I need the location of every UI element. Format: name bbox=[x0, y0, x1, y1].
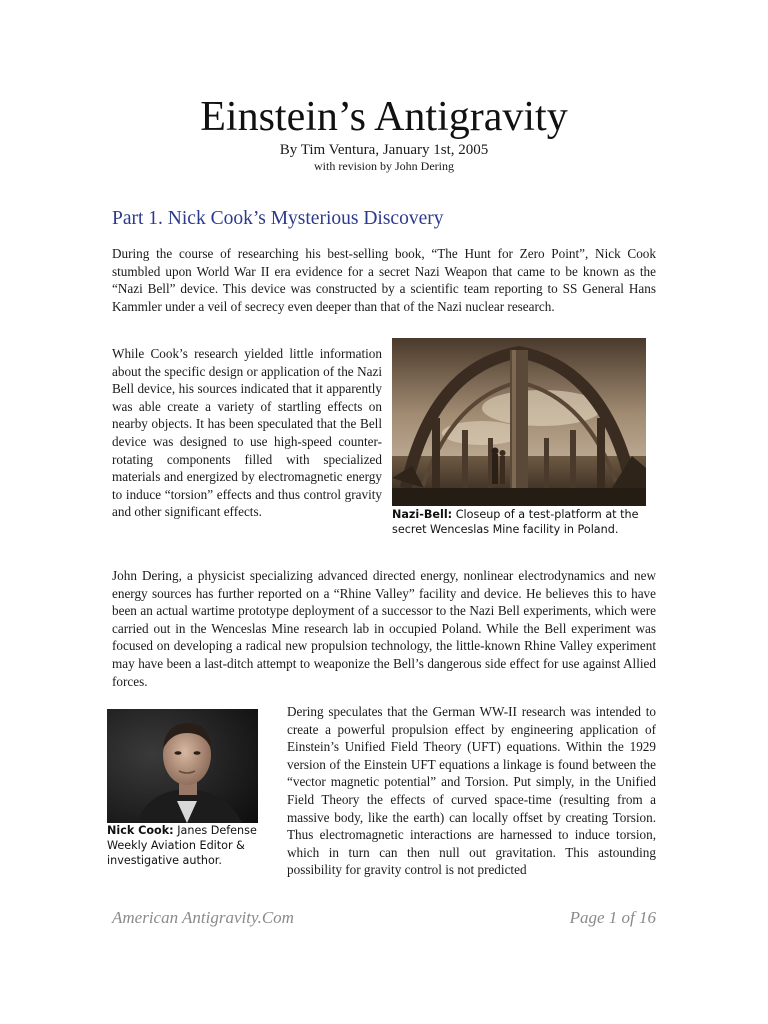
paragraph-cook-research: While Cook’s research yielded little information about the specific design or application of the Nazi Bell device, his sources indicated that it apparently was able create a variety of startling effects on nearby objects. It has been speculated that the Bell device was designed to use high-speed counter-rotating components filled with specialized materials and energized by electromagnetic energy to induce “torsion” effects and thus control gravity and other significant effects. bbox=[112, 346, 382, 520]
caption-label: Nazi-Bell: bbox=[392, 508, 453, 521]
footer-site-name: American Antigravity.Com bbox=[112, 908, 294, 927]
nazi-bell-caption bbox=[392, 507, 654, 537]
caption-text: Closeup of a test-platform at the secret Wenceslas Mine facility in Poland. bbox=[392, 508, 639, 536]
revision-note: with revision by John Dering bbox=[314, 159, 454, 173]
caption-label: Nick Cook: bbox=[107, 824, 174, 837]
caption-text: Janes Defense Weekly Aviation Editor & investigative author. bbox=[107, 824, 257, 867]
document-title: Einstein’s Antigravity bbox=[200, 94, 568, 140]
paragraph-dering-speculation: Dering speculates that the German WW-II research was intended to create a powerful propulsion effect by engineering application of Einstein’s Unified Field Theory (UFT) equations. Within the 1929 version of the Einstein UFT equations a linkage is found between the “vector magnetic potential” and Torsion. Put simply, in the Unified Field Theory the effects of curved space-time (resulting from a massive body, like the earth) can locally offset by creating Torsion. Thus electromagnetic interactions are harnessed to induce torsion, which in turn can then null out gravitation. This astounding possibility for gravity control is not predicted bbox=[287, 704, 656, 878]
footer-page-number: Page 1 of 16 bbox=[569, 908, 656, 927]
section-heading: Part 1. Nick Cook’s Mysterious Discovery bbox=[112, 208, 444, 229]
paragraph-intro: During the course of researching his best-selling book, “The Hunt for Zero Point”, Nick Cook stumbled upon World War II era evidence for a secret Nazi Weapon that came to be known as the “Nazi Bell” device. This device was constructed by a scientific team reporting to SS General Hans Kammler under a veil of secrecy even deeper than that of the Nazi nuclear research. bbox=[112, 246, 656, 314]
paragraph-dering-rhine-valley: John Dering, a physicist specializing advanced directed energy, nonlinear electrodynamics and new energy sources has further reported on a “Rhine Valley” facility and device. He believes this to have been an actual wartime prototype deployment of a successor to the Nazi Bell experiments, which were carried out in the Wenceslas Mine research lab in occupied Poland. While the Bell experiment was focused on developing a radical new propulsion technology, the little-known Rhine Valley experiment may have been a last-ditch attempt to weaponize the Bell’s dangerous side effect for use against Allied forces. bbox=[112, 568, 656, 689]
nick-cook-caption bbox=[107, 823, 267, 868]
byline: By Tim Ventura, January 1st, 2005 bbox=[279, 142, 489, 158]
nazi-bell-photo bbox=[392, 338, 646, 506]
nick-cook-photo bbox=[107, 709, 258, 823]
